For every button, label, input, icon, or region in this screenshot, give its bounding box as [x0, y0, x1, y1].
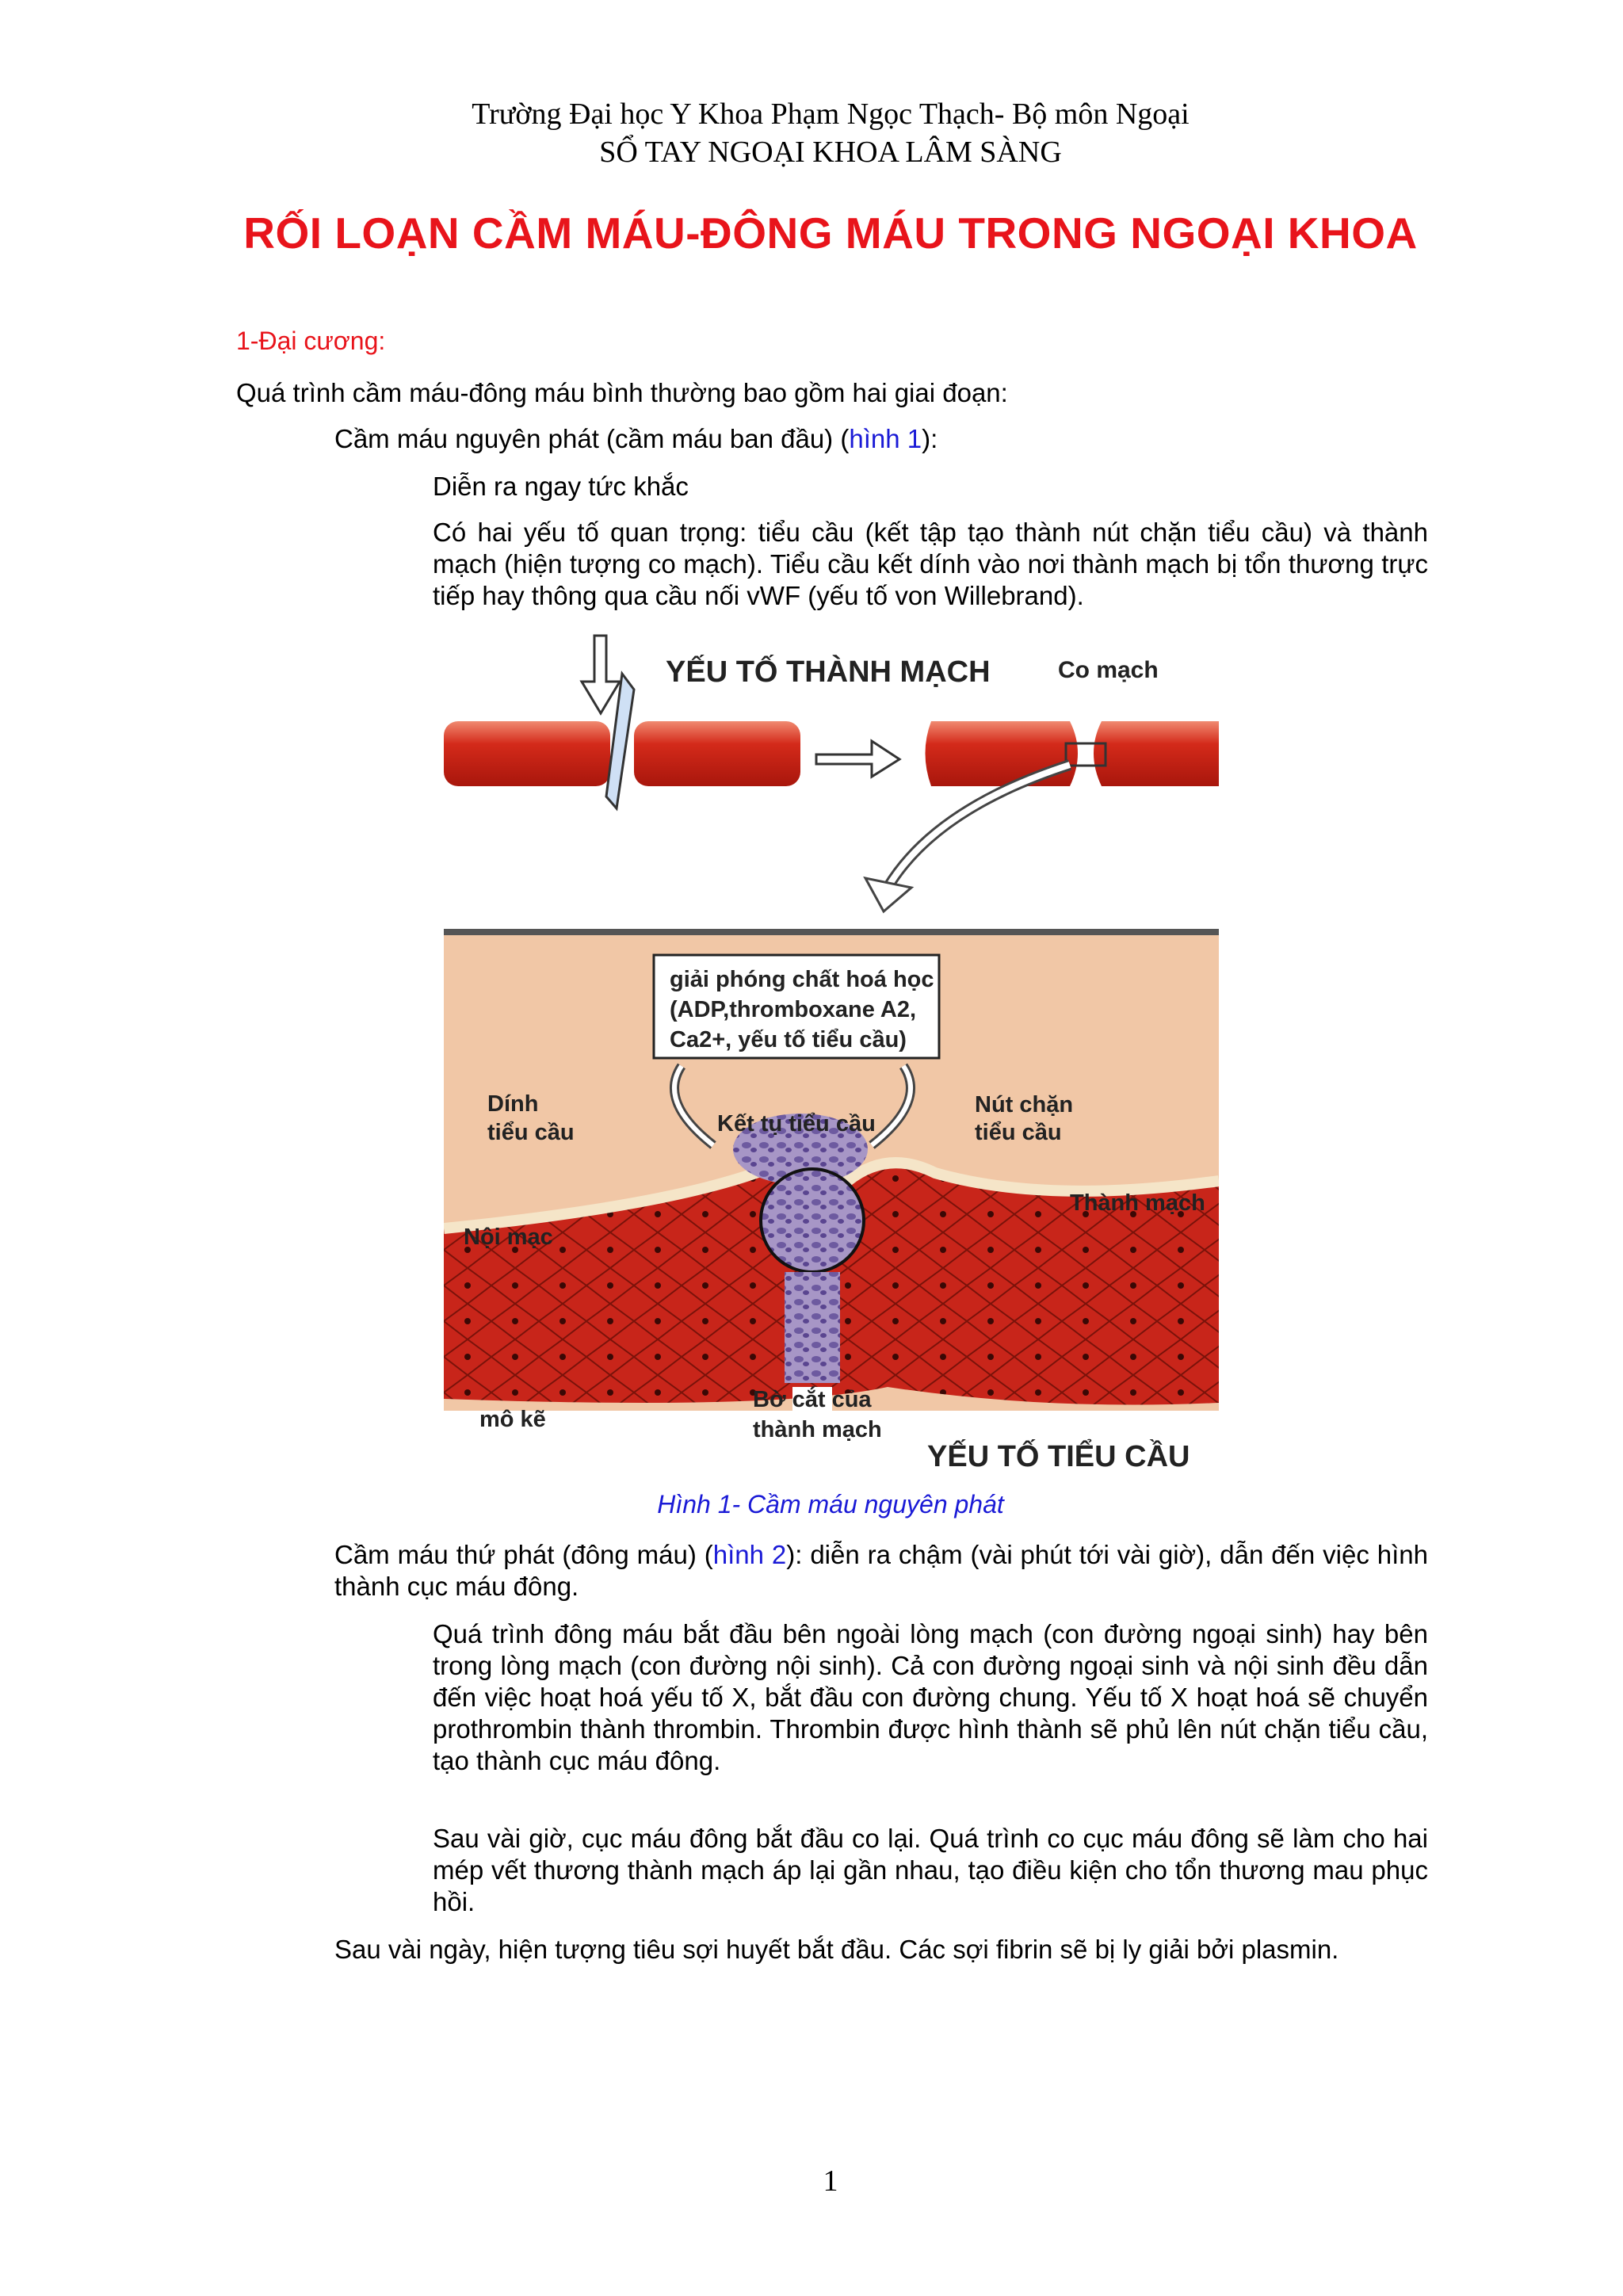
secondary-tail: ): diễn ra chậm (vài phút tới vài giờ), dẫn đến việc hình thành cục máu đông. [334, 1540, 1428, 1601]
label-bo-cat-1: Bờ cắt của [753, 1387, 872, 1412]
label-noi-mac: Nội mạc [464, 1224, 553, 1250]
primary-lead: Cầm máu nguyên phát (cầm máu ban đầu) ( [334, 424, 850, 453]
page-number: 1 [823, 2164, 838, 2198]
secondary-para-1: Quá trình đông máu bắt đầu bên ngoài lòng mạch (con đường ngoại sinh) hay bên trong lòng mạch (con đường nội sinh). Cả con đường ngoại sinh và nội sinh đều dẫn đến việc hoạt hoá yếu tố X, bắt đầu con đường chung. Yếu tố X hoạt hoá sẽ chuyển prothrombin thành thrombin. Thrombin được hình thành sẽ phủ lên nút chặn tiểu cầu, tạo thành cục máu đông. [433, 1619, 1428, 1775]
figure-1-caption: Hình 1- Cầm máu nguyên phát [657, 1490, 1004, 1519]
header-book-title: SỔ TAY NGOẠI KHOA LÂM SÀNG [599, 136, 1062, 169]
figure-top-title: YẾU TỐ THÀNH MẠCH [666, 655, 991, 689]
page-title: RỐI LOẠN CẦM MÁU-ĐÔNG MÁU TRONG NGOẠI KHOA [243, 208, 1418, 258]
label-nut-chan-2: tiểu cầu [975, 1120, 1062, 1145]
label-nut-chan-1: Nút chặn [975, 1092, 1074, 1117]
label-co-mach: Co mạch [1058, 657, 1159, 683]
label-dinh-2: tiểu cầu [487, 1120, 575, 1145]
secondary-hemostasis-line [334, 1539, 1428, 1603]
box-line-3: Ca2+, yếu tố tiểu cầu) [670, 1027, 907, 1052]
secondary-lead: Cầm máu thứ phát (đông máu) ( [334, 1540, 713, 1569]
label-dinh-1: Dính [487, 1091, 539, 1117]
label-mo-ke: mô kẽ [479, 1407, 546, 1432]
label-ket-tu: Kết tụ tiểu cầu [717, 1111, 876, 1137]
primary-tail: ): [922, 424, 938, 453]
section-heading: 1-Đại cương: [236, 327, 386, 355]
header-school: Trường Đại học Y Khoa Phạm Ngọc Thạch- Bộ môn Ngoại [472, 97, 1190, 131]
label-bo-cat-2: thành mạch [753, 1417, 882, 1442]
figure-1-link[interactable]: hình 1 [849, 424, 922, 453]
label-thanh-mach: Thành mạch [1070, 1190, 1205, 1216]
figure-1-diagram [444, 626, 1219, 1482]
closing-text: Sau vài ngày, hiện tượng tiêu sợi huyết bắt đầu. Các sợi fibrin sẽ bị ly giải bởi plasmin. [334, 1935, 1339, 1964]
box-line-2: (ADP,thromboxane A2, [670, 997, 916, 1022]
intro-text: Quá trình cầm máu-đông máu bình thường bao gồm hai giai đoạn: [236, 378, 1008, 407]
figure-bottom-title: YẾU TỐ TIỂU CẦU [927, 1440, 1190, 1473]
secondary-para-2: Sau vài giờ, cục máu đông bắt đầu co lại. Quá trình co cục máu đông sẽ làm cho hai mép vết thương thành mạch áp lại gần nhau, tạo điều kiện cho tổn thương mau phục hồi. [433, 1824, 1428, 1916]
primary-point-2: Có hai yếu tố quan trọng: tiểu cầu (kết tập tạo thành nút chặn tiểu cầu) và thành mạch (hiện tượng co mạch). Tiểu cầu kết dính vào nơi thành mạch bị tổn thương trực tiếp hay thông qua cầu nối vWF (yếu tố von Willebrand). [433, 518, 1428, 610]
primary-point-1: Diễn ra ngay tức khắc [433, 472, 689, 501]
box-line-1: giải phóng chất hoá học [670, 967, 934, 992]
figure-2-link[interactable]: hình 2 [712, 1540, 787, 1569]
primary-hemostasis-line [334, 423, 1428, 455]
